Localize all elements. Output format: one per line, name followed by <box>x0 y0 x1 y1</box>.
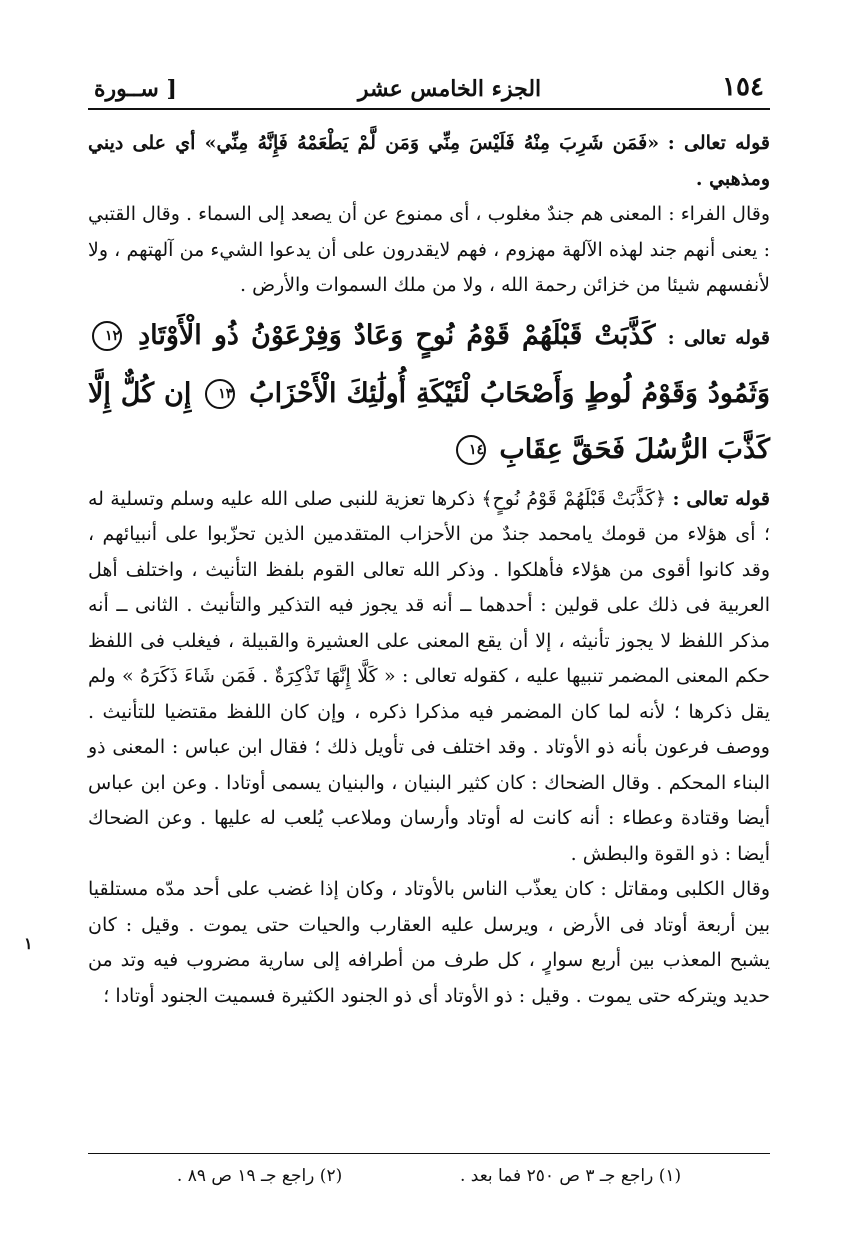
surah-label: [ ســورة <box>94 76 177 102</box>
paragraph <box>88 126 770 197</box>
paragraph-text: وقال الفراء : المعنى هم جندٌ مغلوب ، أى ممنوع عن أن يصعد إلى السماء . وقال القتبي : يعنى أنهم جند لهذه الآلهة مهزوم ، فهم لايقدرون على أن يدعوا الشيء من آلهتهم ، ولا لأنفسهم شيئا من خزائن رحمة الله ، ولا من ملك السموات والأرض . <box>88 203 770 296</box>
verse-line: وَثَمُودُ وَقَوْمُ لُوطٍ وَأَصْحَابُ لْئَيْكَةِ أُولَٰئِكَ الْأَحْزَابُ <box>249 377 770 409</box>
paragraph <box>88 197 770 304</box>
commentary-paragraph <box>88 872 770 1014</box>
footnotes <box>88 1153 770 1186</box>
page-header <box>88 58 770 110</box>
verse-line: إِن كُلٌّ إِلَّا كَذَّبَ الرُّسُلَ فَحَقَّ عِقَابِ <box>88 377 770 465</box>
verse-intro: قوله تعالى : <box>667 326 770 349</box>
quran-verse-block <box>88 308 770 478</box>
commentary-paragraph <box>88 482 770 873</box>
footnote-2: (٢) راجع جـ ١٩ ص ٨٩ . <box>176 1166 343 1186</box>
paragraph-text: ﴿كَذَّبَتْ قَبْلَهُمْ قَوْمُ نُوحٍ﴾ ذكرها تعزية للنبى صلى الله عليه وسلم وتسلية له ؛ أى هؤلاء من قومك يامحمد جندٌ من الأحزاب المتقدمين الذين تحزّبوا على أنبيائهم ، وقد كانوا أقوى من هؤلاء فأهلكوا . وذكر الله تعالى القوم بلفظ التأنيث ، واختلف أهل العربية فى ذلك على قولين : أحدهما ــ أنه قد يجوز فيه التذكير والتأنيث . الثانى ــ أنه مذكر اللفظ لا يجوز تأنيثه ، إلا أن يقع المعنى على العشيرة والقبيلة ، فيغلب فى اللفظ حكم المعنى المضمر تنبيها عليه ، كقوله تعالى : « كَلَّا إِنَّهَا تَذْكِرَةٌ . فَمَن شَاءَ ذَكَرَهُ » ولم يقل ذكرها ؛ لأنه لما كان المضمر فيه مذكرا ذكره ، وإن كان اللفظ مقتضيا للتأنيث . ووصف فرعون بأنه ذو الأوتاد . وقد اختلف فى تأويل ذلك ؛ فقال ابن عباس : المعنى ذو البناء المحكم . وقال الضحاك : كان كثير البنيان ، والبنيان يسمى أوتادا . وعن ابن عباس أيضا وقتادة وعطاء : أنه كانت له أوتاد وأرسان وملاعب يُلعب له عليها . وعن الضحاك أيضا : ذو القوة والبطش . <box>88 487 770 865</box>
footnote-1: (١) راجع جـ ٣ ص ٢٥٠ فما بعد . <box>459 1166 682 1186</box>
paragraph-text: «فَمَن شَرِبَ مِنْهُ فَلَيْسَ مِنِّي وَمَن لَّمْ يَطْعَمْهُ فَإِنَّهُ مِنِّي» أي على ديني ومذهبي . <box>88 132 770 190</box>
paragraph-text: وقال الكلبى ومقاتل : كان يعذّب الناس بالأوتاد ، وكان إذا غضب على أحد مدّه مستلقيا بين أربعة أوتاد فى الأرض ، ويرسل عليه العقارب والحيات حتى يموت . وقيل : كان يشبح المعذب بين أربع سوارٍ ، كل طرف من أطرافه إلى سارية مضروب فيه وتد من حديد ويتركه حتى يموت . وقيل : ذو الأوتاد أى ذو الجنود الكثيرة فسميت الجنود أوتادا ؛ <box>88 878 770 1007</box>
page <box>88 58 770 1014</box>
ayah-number-marker: ١٣ <box>205 379 235 409</box>
page-body <box>88 126 770 1014</box>
paragraph-lead: قوله تعالى : <box>672 487 770 510</box>
running-title: الجزء الخامس عشر <box>357 76 542 102</box>
verse-line: كَذَّبَتْ قَبْلَهُمْ قَوْمُ نُوحٍ وَعَادٌ وَفِرْعَوْنُ ذُو الْأَوْتَادِ <box>138 319 656 351</box>
margin-mark: ١ <box>24 934 33 953</box>
page-number: ١٥٤ <box>722 72 764 102</box>
paragraph-lead: قوله تعالى : <box>667 132 770 154</box>
ayah-number-marker: ١٤ <box>456 435 486 465</box>
ayah-number-marker: ١٢ <box>92 321 122 351</box>
